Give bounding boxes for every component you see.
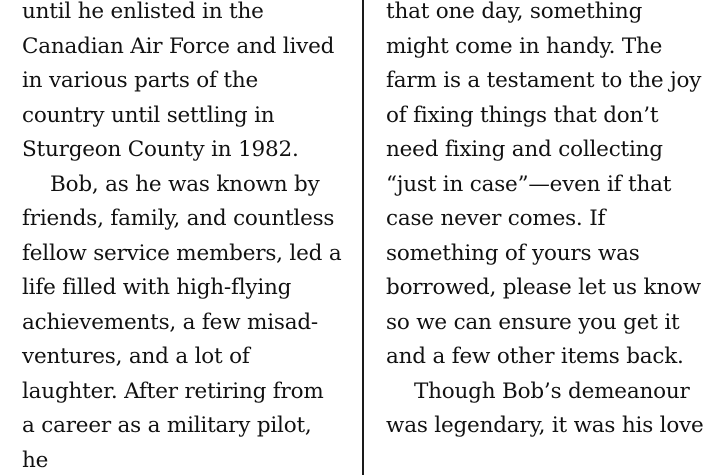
paragraph-right-1: that one day, something might come in handy. The farm is a testament to the joy of fixing things that don’t need fixing and collecting “just in case”—even if that case never comes. If something of yours was borrowed, please let us know so we can ensure you get it and a few other items back. [386,0,702,369]
right-column [360,0,720,475]
paragraph-left-1: until he enlisted in the Canadian Air Force and lived in various parts of the country until settling in Sturgeon County in 1982. [22,0,335,162]
paragraph-right-2: Though Bob’s demeanour was legendary, it was his love [386,378,704,438]
paragraph-left-2: Bob, as he was known by friends, family, and countless fellow service members, led a life filled with high-flying achievements, a few misad-ventures, and a lot of laughter. After retiring from a career as a military pilot, he [22,171,342,473]
